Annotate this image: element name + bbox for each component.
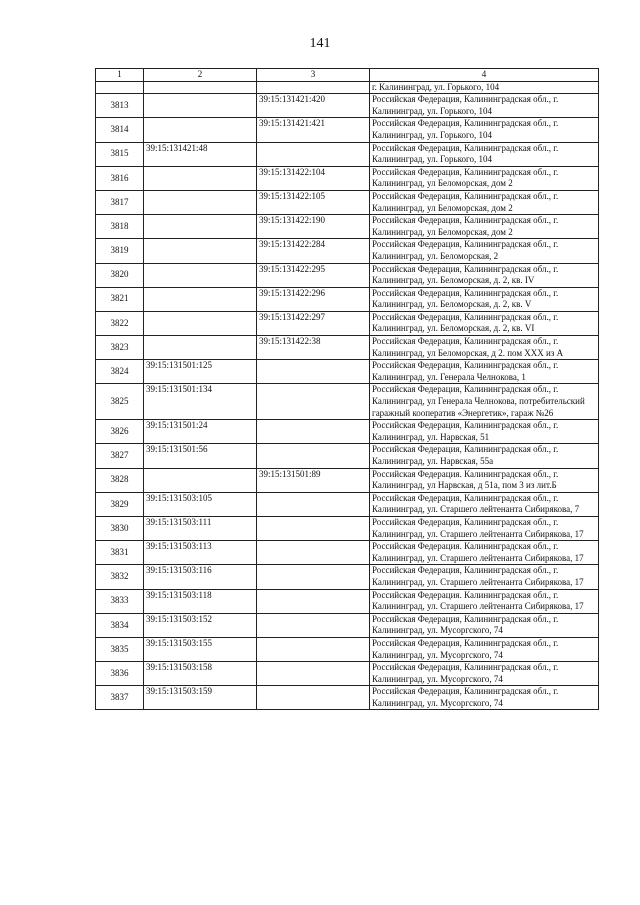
cadastral-number-cell — [257, 686, 370, 710]
cadastral-number-cell: 39:15:131501:56 — [144, 444, 257, 468]
row-number-cell: 3814 — [96, 118, 144, 142]
column-header: 4 — [370, 69, 599, 82]
cadastral-number-cell: 39:15:131503:158 — [144, 662, 257, 686]
address-cell: Российская Федерация, Калининградская обл., г. Калининград, ул Беломорская, дом 2 — [370, 190, 599, 214]
cadastral-number-cell — [257, 637, 370, 661]
table-row — [96, 239, 599, 263]
cadastral-number-cell: 39:15:131503:155 — [144, 637, 257, 661]
row-number-cell: 3823 — [96, 336, 144, 360]
table-row — [96, 142, 599, 166]
cadastral-number-cell — [257, 444, 370, 468]
cadastral-number-cell: 39:15:131421:421 — [257, 118, 370, 142]
row-number-cell: 3836 — [96, 662, 144, 686]
address-cell: Российская Федерация, Калининградская обл., г. Калининград, ул. Старшего лейтенанта Сибирякова, 17 — [370, 565, 599, 589]
cadastral-number-cell — [144, 81, 257, 94]
table-row — [96, 516, 599, 540]
row-number-cell: 3813 — [96, 94, 144, 118]
row-number-cell: 3826 — [96, 420, 144, 444]
row-number-cell: 3824 — [96, 360, 144, 384]
cadastral-number-cell: 39:15:131422:104 — [257, 166, 370, 190]
cadastral-number-cell: 39:15:131501:89 — [257, 468, 370, 492]
cadastral-number-cell — [257, 565, 370, 589]
address-cell: Российская Федерация. Калининградская обл., г. Калининград, ул. Старшего лейтенанта Сибирякова, 17 — [370, 589, 599, 613]
address-cell: Российская Федерация, Калининградская обл., г. Калининград, ул. Беломорская, д. 2, кв. IV — [370, 263, 599, 287]
table-row — [96, 190, 599, 214]
cadastral-number-cell: 39:15:131503:116 — [144, 565, 257, 589]
cadastral-number-cell — [257, 613, 370, 637]
row-number-cell: 3817 — [96, 190, 144, 214]
column-header: 1 — [96, 69, 144, 82]
table-row — [96, 541, 599, 565]
row-number-cell: 3819 — [96, 239, 144, 263]
cadastral-number-cell — [257, 384, 370, 420]
table-row — [96, 468, 599, 492]
cadastral-number-cell — [257, 589, 370, 613]
cadastral-number-cell: 39:15:131503:113 — [144, 541, 257, 565]
address-cell: Российская Федерация, Калининградская обл., г. Калининград, ул. Горького, 104 — [370, 142, 599, 166]
table-row — [96, 613, 599, 637]
cadastral-number-cell: 39:15:131421:48 — [144, 142, 257, 166]
row-number-cell: 3816 — [96, 166, 144, 190]
row-number-cell: 3815 — [96, 142, 144, 166]
table-row — [96, 360, 599, 384]
cadastral-number-cell — [144, 468, 257, 492]
cadastral-number-cell: 39:15:131501:134 — [144, 384, 257, 420]
table-row — [96, 637, 599, 661]
cadastral-number-cell — [257, 492, 370, 516]
row-number-cell: 3820 — [96, 263, 144, 287]
row-number-cell: 3830 — [96, 516, 144, 540]
table-row — [96, 336, 599, 360]
address-cell: Российская Федерация, Калининградская обл., г. Калининград, ул. Старшего лейтенанта Сибирякова, 7 — [370, 492, 599, 516]
table-row — [96, 420, 599, 444]
row-number-cell: 3827 — [96, 444, 144, 468]
cadastral-number-cell: 39:15:131503:105 — [144, 492, 257, 516]
cadastral-number-cell: 39:15:131503:111 — [144, 516, 257, 540]
table-row — [96, 565, 599, 589]
table-row — [96, 94, 599, 118]
table-row — [96, 81, 599, 94]
table-row — [96, 492, 599, 516]
address-cell: Российская Федерация, Калининградская обл., г. Калининград, ул. Беломорская, д. 2, кв. V — [370, 287, 599, 311]
address-cell: Российская Федерация, Калининградская обл., г. Калининград, ул Беломорская, дом 2 — [370, 166, 599, 190]
cadastral-number-cell: 39:15:131422:297 — [257, 311, 370, 335]
address-cell: Российская Федерация. Калининградская обл., г. Калининград, ул. Старшего лейтенанта Сибирякова, 17 — [370, 541, 599, 565]
row-number-cell: 3825 — [96, 384, 144, 420]
address-cell: Российская Федерация, Калининградская обл., г. Калининград, ул Беломорская, д 2. пом XXX из А — [370, 336, 599, 360]
row-number-cell: 3834 — [96, 613, 144, 637]
table-row — [96, 215, 599, 239]
address-cell: Российская Федерация, Калининградская обл., г. Калининград, ул. Генерала Челнокова, 1 — [370, 360, 599, 384]
row-number-cell: 3822 — [96, 311, 144, 335]
row-number-cell: 3829 — [96, 492, 144, 516]
row-number-cell: 3835 — [96, 637, 144, 661]
cadastral-number-cell — [144, 118, 257, 142]
address-cell: Российская Федерация, Калининградская обл., г. Калининград, ул. Беломорская, 2 — [370, 239, 599, 263]
address-cell: Российская Федерация, Калининградская обл., г. Калининград, ул. Горького, 104 — [370, 94, 599, 118]
address-cell: Российская Федерация, Калининградская обл., г. Калининград, ул. Нарвская, 51 — [370, 420, 599, 444]
address-cell: Российская Федерация, Калининградская обл., г. Калининград, ул. Нарвская, 55а — [370, 444, 599, 468]
address-cell: Российская Федерация. Калининградская обл., г. Калининград, ул Нарвская, д 51а, пом 3 из лит.Б — [370, 468, 599, 492]
table-row — [96, 589, 599, 613]
cadastral-number-cell: 39:15:131422:38 — [257, 336, 370, 360]
registry-table — [95, 68, 599, 710]
table-row — [96, 166, 599, 190]
table-header-row — [96, 69, 599, 82]
address-cell: Российская Федерация, Калининградская обл., г. Калининград, ул Беломорская, дом 2 — [370, 215, 599, 239]
cadastral-number-cell — [257, 420, 370, 444]
cadastral-number-cell: 39:15:131422:295 — [257, 263, 370, 287]
cadastral-number-cell — [144, 215, 257, 239]
address-cell: Российская Федерация, Калининградская обл., г. Калининград, ул. Беломорская, д. 2, кв. VI — [370, 311, 599, 335]
registry-table-body — [96, 69, 599, 710]
address-cell: Российская Федерация, Калининградская обл., г. Калининград, ул. Мусоргского, 74 — [370, 686, 599, 710]
cadastral-number-cell: 39:15:131422:190 — [257, 215, 370, 239]
row-number-cell: 3833 — [96, 589, 144, 613]
cadastral-number-cell: 39:15:131501:125 — [144, 360, 257, 384]
cadastral-number-cell — [144, 287, 257, 311]
row-number-cell: 3837 — [96, 686, 144, 710]
cadastral-number-cell — [144, 190, 257, 214]
cadastral-number-cell — [144, 336, 257, 360]
row-number-cell: 3831 — [96, 541, 144, 565]
cadastral-number-cell — [144, 263, 257, 287]
cadastral-number-cell: 39:15:131422:105 — [257, 190, 370, 214]
cadastral-number-cell — [257, 360, 370, 384]
row-number-cell: 3832 — [96, 565, 144, 589]
table-row — [96, 384, 599, 420]
cadastral-number-cell — [257, 516, 370, 540]
address-cell: Российская Федерация, Калининградская обл., г. Калининград, ул. Мусоргского, 74 — [370, 613, 599, 637]
address-cell: Российская Федерация, Калининградская обл., г. Калининград, ул. Мусоргского, 74 — [370, 637, 599, 661]
cadastral-number-cell — [257, 142, 370, 166]
address-cell: Российская Федерация, Калининградская обл., г. Калининград, ул. Горького, 104 — [370, 118, 599, 142]
cadastral-number-cell — [257, 541, 370, 565]
page-number: 141 — [309, 36, 331, 51]
table-row — [96, 311, 599, 335]
cadastral-number-cell — [144, 166, 257, 190]
column-header: 3 — [257, 69, 370, 82]
row-number-cell: 3828 — [96, 468, 144, 492]
row-number-cell — [96, 81, 144, 94]
row-number-cell: 3818 — [96, 215, 144, 239]
cadastral-number-cell — [144, 311, 257, 335]
cadastral-number-cell: 39:15:131503:118 — [144, 589, 257, 613]
address-cell: Российская Федерация, Калининградская обл., г. Калининград, ул. Мусоргского, 74 — [370, 662, 599, 686]
cadastral-number-cell — [144, 239, 257, 263]
cadastral-number-cell: 39:15:131421:420 — [257, 94, 370, 118]
table-row — [96, 118, 599, 142]
table-row — [96, 444, 599, 468]
cadastral-number-cell: 39:15:131422:296 — [257, 287, 370, 311]
cadastral-number-cell: 39:15:131422:284 — [257, 239, 370, 263]
table-row — [96, 287, 599, 311]
row-number-cell: 3821 — [96, 287, 144, 311]
table-row — [96, 686, 599, 710]
cadastral-number-cell — [257, 662, 370, 686]
address-cell: г. Калининград, ул. Горького, 104 — [370, 81, 599, 94]
table-row — [96, 662, 599, 686]
cadastral-number-cell: 39:15:131501:24 — [144, 420, 257, 444]
cadastral-number-cell — [144, 94, 257, 118]
table-row — [96, 263, 599, 287]
cadastral-number-cell — [257, 81, 370, 94]
cadastral-number-cell: 39:15:131503:159 — [144, 686, 257, 710]
address-cell: Российская Федерация, Калининградская обл., г. Калининград, ул. Старшего лейтенанта Сибирякова, 17 — [370, 516, 599, 540]
cadastral-number-cell: 39:15:131503:152 — [144, 613, 257, 637]
address-cell: Российская Федерация, Калининградская обл., г. Калининград, ул Генерала Челнокова, потребительский гаражный кооператив «Энергетик», гараж №26 — [370, 384, 599, 420]
column-header: 2 — [144, 69, 257, 82]
